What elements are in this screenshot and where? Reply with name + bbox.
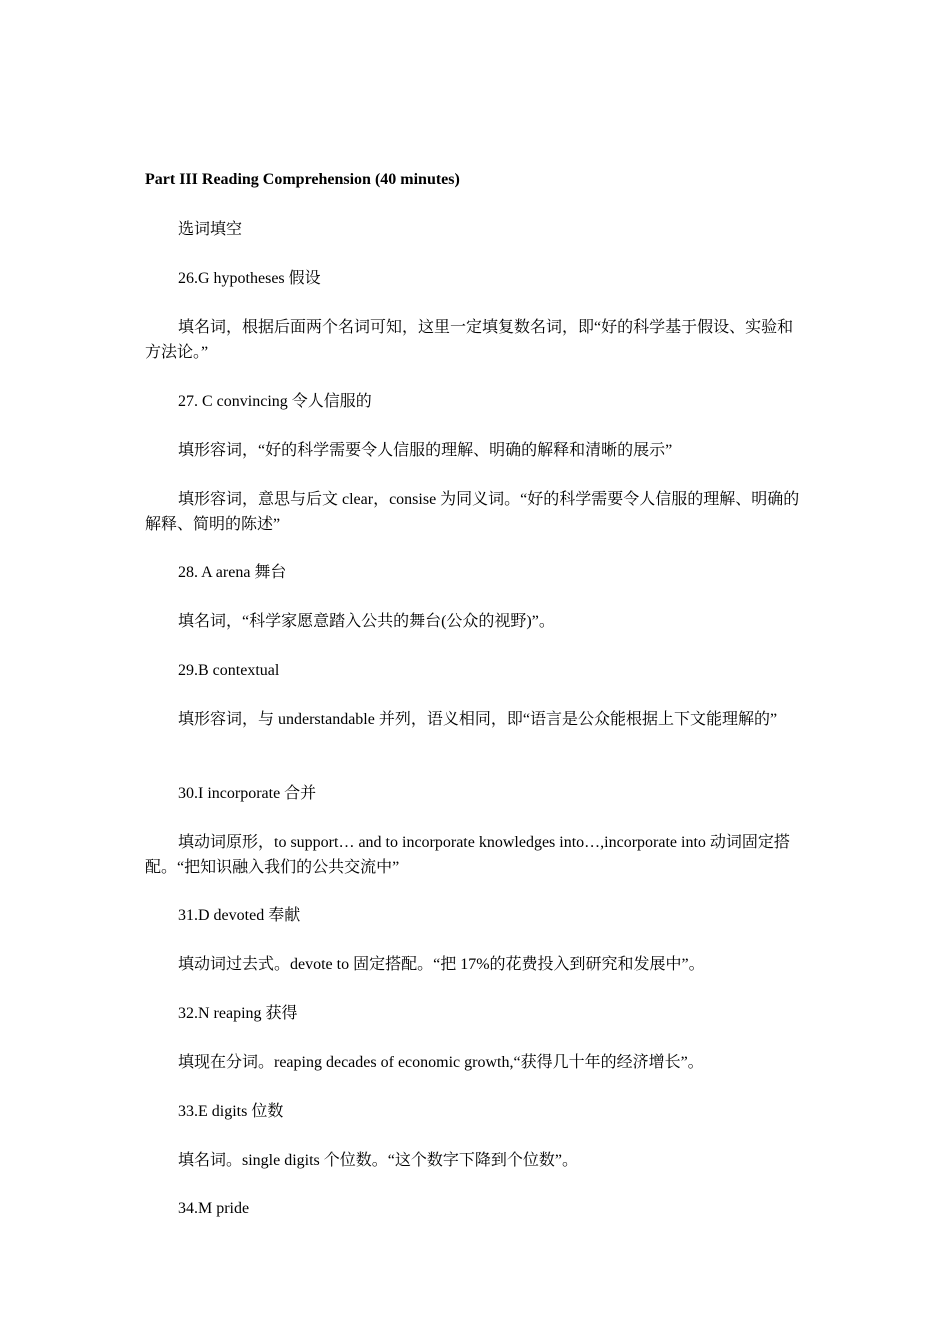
answer-27: 27. C convincing 令人信服的 xyxy=(178,393,372,410)
section-label: 选词填空 xyxy=(178,221,243,238)
explanation-26: 填名词，根据后面两个名词可知，这里一定填复数名词，即“好的科学基于假设、实验和方法论。” xyxy=(145,319,794,361)
answer-29: 29.B contextual xyxy=(178,662,280,679)
explanation-32: 填现在分词。reaping decades of economic growth,“获得几十年的经济增长”。 xyxy=(178,1054,704,1071)
explanation-27a: 填形容词，“好的科学需要令人信服的理解、明确的解释和清晰的展示” xyxy=(178,442,673,459)
explanation-28: 填名词，“科学家愿意踏入公共的舞台(公众的视野)”。 xyxy=(178,613,555,630)
section-heading: Part III Reading Comprehension (40 minutes) xyxy=(145,171,460,188)
explanation-31: 填动词过去式。devote to 固定搭配。“把 17%的花费投入到研究和发展中”。 xyxy=(178,956,705,973)
answer-30: 30.I incorporate 合并 xyxy=(178,785,317,802)
answer-33: 33.E digits 位数 xyxy=(178,1103,284,1120)
answer-28: 28. A arena 舞台 xyxy=(178,564,287,581)
explanation-27b: 填形容词，意思与后文 clear，consise 为同义词。“好的科学需要令人信服的理解、明确的解释、简明的陈述” xyxy=(145,491,800,533)
answer-34: 34.M pride xyxy=(178,1200,250,1217)
explanation-29: 填形容词，与 understandable 并列，语义相同，即“语言是公众能根据上下文能理解的” xyxy=(178,711,778,728)
explanation-33: 填名词。single digits 个位数。“这个数字下降到个位数”。 xyxy=(178,1152,578,1169)
answer-26: 26.G hypotheses 假设 xyxy=(178,270,321,287)
answer-31: 31.D devoted 奉献 xyxy=(178,907,301,924)
explanation-30: 填动词原形，to support… and to incorporate knowledges into…,incorporate into 动词固定搭配。“把知识融入我们的公共交流中” xyxy=(145,834,790,876)
answer-32: 32.N reaping 获得 xyxy=(178,1005,298,1022)
